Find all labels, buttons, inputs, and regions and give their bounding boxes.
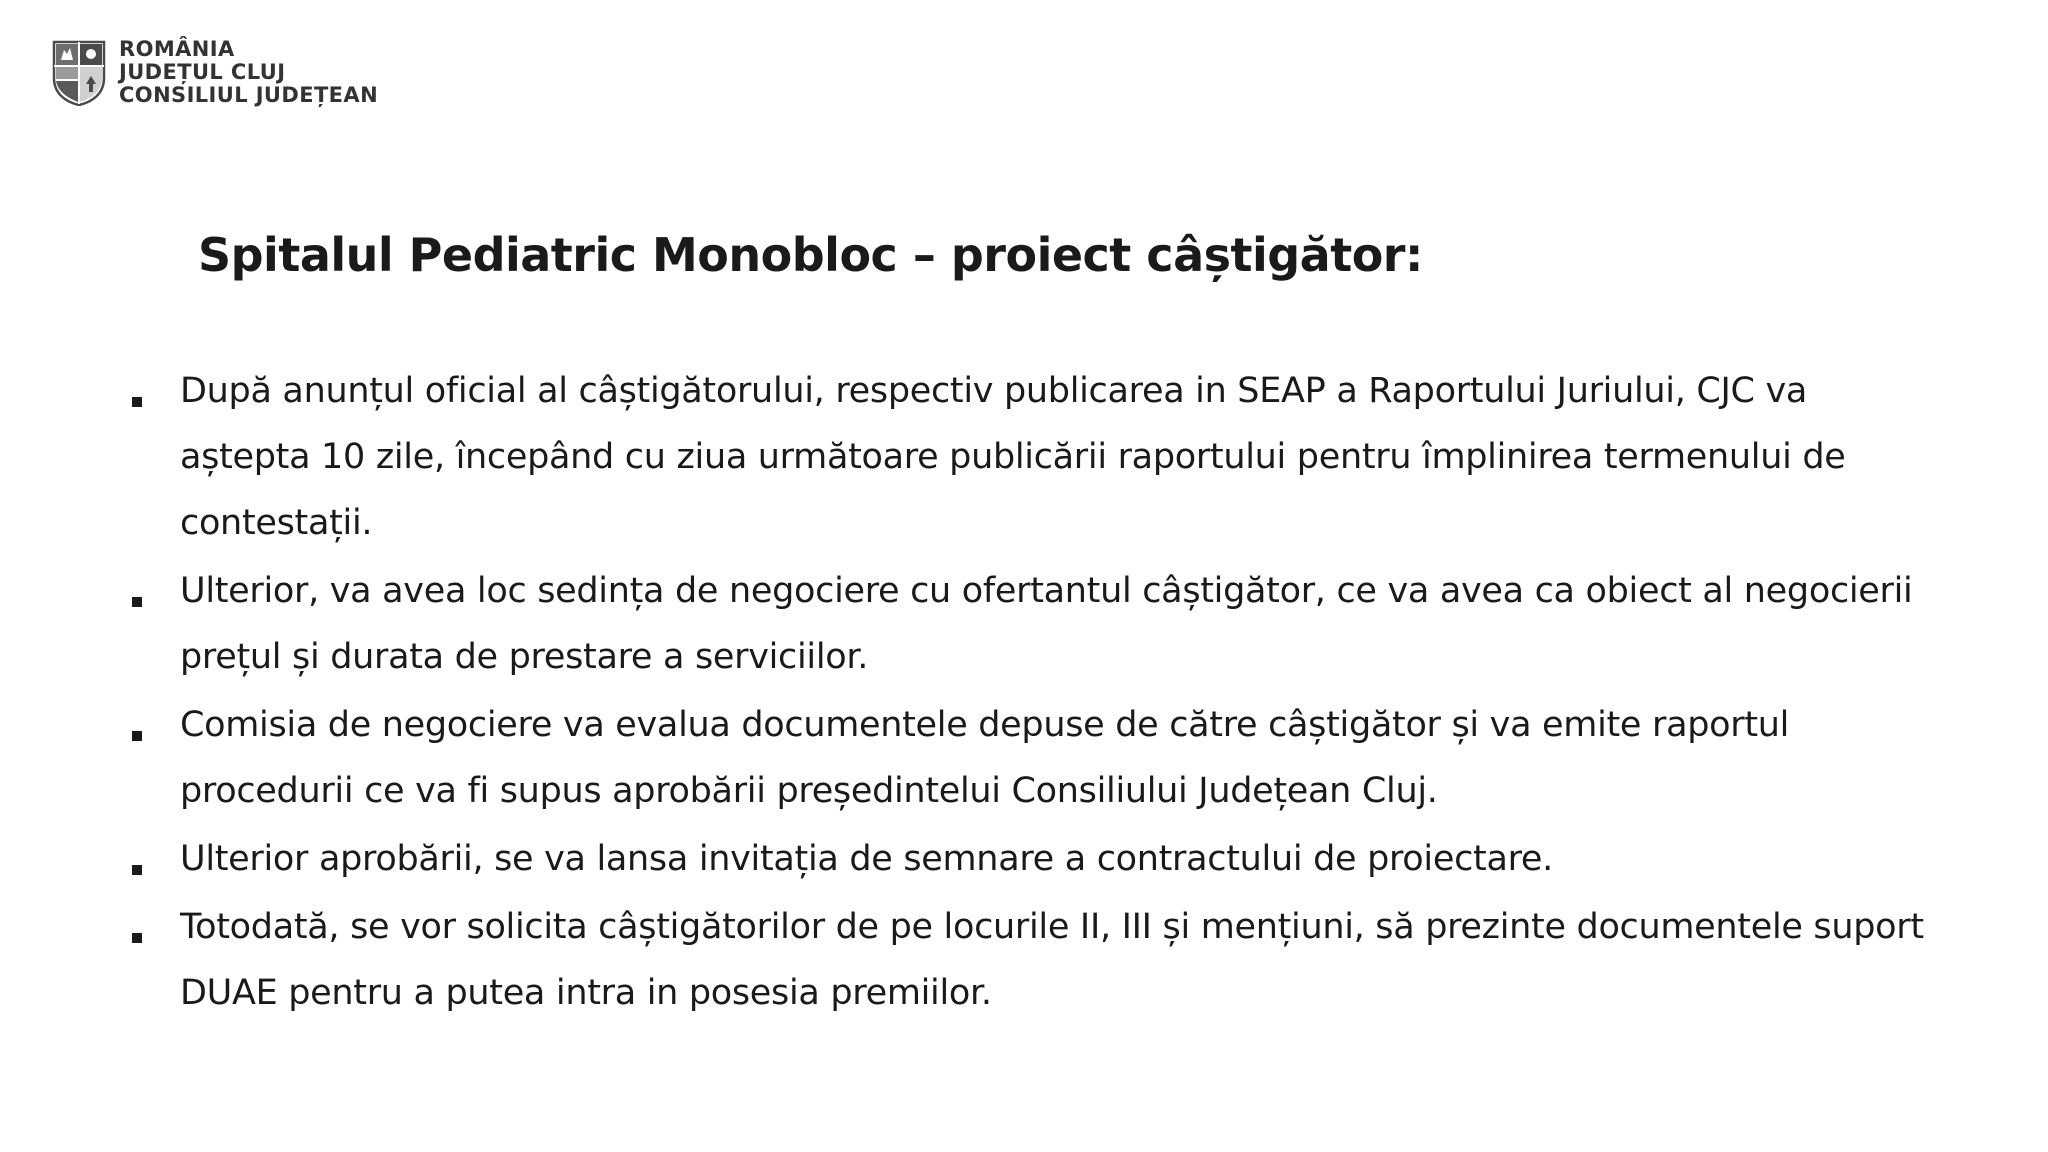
square-bullet-icon	[132, 933, 142, 943]
bullet-text: Ulterior, va avea loc sedința de negociere cu ofertantul câștigător, ce va avea ca obiect al negocierii prețul și durata de prestare a serviciilor.	[180, 571, 1913, 677]
square-bullet-icon	[132, 731, 142, 741]
bullet-text: După anunțul oficial al câștigătorului, respectiv publicarea in SEAP a Raportului Juriului, CJC va aștepta 10 zile, începând cu ziua următoare publicării raportului pentru împlinirea termenului de contestații.	[180, 371, 1846, 543]
list-item	[132, 707, 1932, 824]
bullet-text: Ulterior aprobării, se va lansa invitația de semnare a contractului de proiectare.	[180, 839, 1553, 879]
slide-title: Spitalul Pediatric Monobloc – proiect câștigător:	[198, 228, 1423, 282]
list-item	[132, 373, 1932, 556]
bullet-list	[132, 373, 1932, 1043]
square-bullet-icon	[132, 865, 142, 875]
list-item	[132, 909, 1932, 1026]
list-item	[132, 841, 1932, 892]
logo-text-block	[119, 38, 378, 107]
logo-line-county: JUDEȚUL CLUJ	[119, 60, 286, 84]
list-item	[132, 573, 1932, 690]
bullet-text: Comisia de negociere va evalua documentele depuse de către câștigător și va emite raportul procedurii ce va fi supus aprobării președintelui Consiliului Județean Cluj.	[180, 705, 1790, 811]
bullet-text: Totodată, se vor solicita câștigătorilor de pe locurile II, III și mențiuni, să prezinte documentele suport DUAE pentru a putea intra in posesia premiilor.	[180, 907, 1924, 1013]
header-logo	[52, 38, 378, 107]
square-bullet-icon	[132, 397, 142, 407]
logo-line-council: CONSILIUL JUDEȚEAN	[119, 83, 379, 107]
square-bullet-icon	[132, 597, 142, 607]
logo-line-country: ROMÂNIA	[119, 37, 235, 61]
cluj-coat-of-arms-icon	[52, 40, 106, 106]
